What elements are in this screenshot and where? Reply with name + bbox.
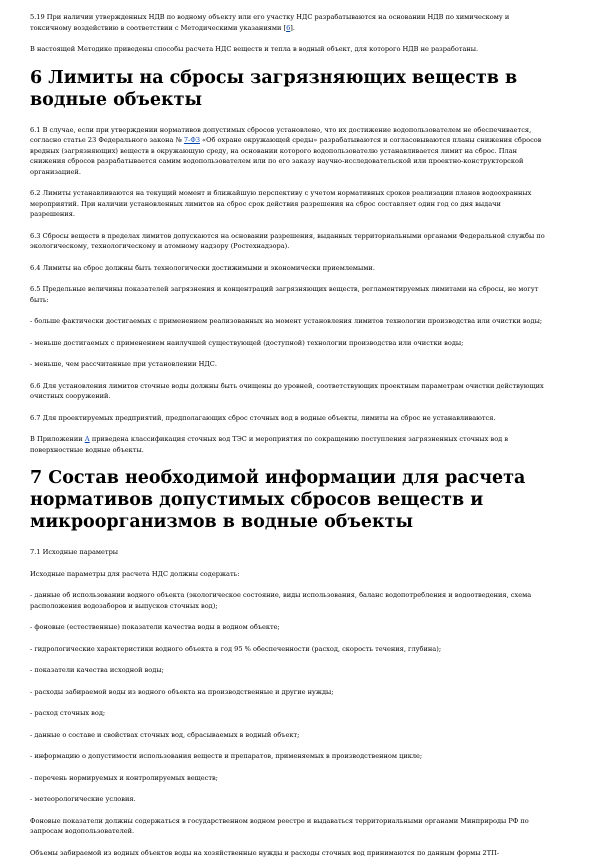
reference-link[interactable]: А: [85, 435, 90, 443]
paragraph: Исходные параметры для расчета НДС должны содержать:: [30, 569, 547, 580]
paragraph: - перечень нормируемых и контролируемых веществ;: [30, 773, 547, 784]
paragraph: - информацию о допустимости использования веществ и препаратов, применяемых в производственном цикле;: [30, 751, 547, 762]
paragraph: - больше фактически достигаемых с применением реализованных на момент установления лимитов технологии производства или очистки воды;: [30, 316, 547, 327]
paragraph: 6.5 Предельные величины показателей загрязнения и концентраций загрязняющих веществ, регламентируемых лимитами на сбросы, не могут быть:: [30, 284, 547, 305]
section-heading: 7 Состав необходимой информации для расчета нормативов допустимых сбросов веществ и микроорганизмов в водные объекты: [30, 467, 547, 533]
paragraph: - меньше, чем рассчитанные при установлении НДС.: [30, 359, 547, 370]
paragraph: 6.4 Лимиты на сброс должны быть технологически достижимыми и экономически приемлемыми.: [30, 263, 547, 274]
paragraph: - расходы забираемой воды из водного объекта на производственные и другие нужды;: [30, 687, 547, 698]
paragraph: 6.6 Для установления лимитов сточные воды должны быть очищены до уровней, соответствующих проектным параметрам очистки действующих очистных сооружений.: [30, 381, 547, 402]
paragraph: [30, 125, 547, 178]
paragraph: 6.2 Лимиты устанавливаются на текущий момент и ближайшую перспективу с учетом нормативных сроков реализации планов водоохранных мероприятий. При наличии установленных лимитов на сброс срок действия разрешения на сброс составляет один год со дня выдачи разрешения.: [30, 188, 547, 220]
text-run: 6.1 В случае, если при утверждении нормативов допустимых сбросов установлено, что их достижение водопользователем не обеспечивается, согласно статье 23 Федерального закона №: [30, 126, 531, 145]
text-run: приведена классификация сточных вод ТЭС и мероприятия по сокращению поступления загрязненных сточных вод в поверхностные водные объекты.: [30, 435, 508, 454]
paragraph: - данные о составе и свойствах сточных вод, сбрасываемых в водный объект;: [30, 730, 547, 741]
paragraph: - расход сточных вод;: [30, 708, 547, 719]
reference-link[interactable]: 7-ФЗ: [184, 136, 200, 144]
paragraph: - данные об использовании водного объекта (экологическое состояние, виды использования, баланс водопотребления и водоотведения, схема расположения водозаборов и выпусков сточных вод);: [30, 590, 547, 611]
paragraph: - метеорологические условия.: [30, 794, 547, 805]
paragraph: [30, 434, 547, 455]
paragraph: - гидрологические характеристики водного объекта в год 95 % обеспеченности (расход, скорость течения, глубина);: [30, 644, 547, 655]
text-run: ].: [290, 24, 295, 32]
text-run: 5.19 При наличии утвержденных НДВ по водному объекту или его участку НДС разрабатываются на основании НДВ по химическому и токсичному воздействию в соответствии с Методическими указаниями [: [30, 13, 509, 32]
paragraph: Фоновые показатели должны содержаться в государственном водном реестре и выдаваться территориальными органами Минприроды РФ по запросам водопользователей.: [30, 816, 547, 837]
paragraph: - показатели качества исходной воды;: [30, 665, 547, 676]
paragraph: - фоновые (естественные) показатели качества воды в водном объекте;: [30, 622, 547, 633]
section-heading: 6 Лимиты на сбросы загрязняющих веществ в водные объекты: [30, 67, 547, 111]
text-run: «Об охране окружающей среды» разрабатываются и согласовываются планы снижения сбросов вредных (загрязняющих) веществ в окружающую среду, на основании которого водопользователю устанавливается лимит на сброс. План снижения сбросов разрабатывается самим водопользователем или по его заказу научно-исследовательской или проектно-конструкторской организацией.: [30, 136, 541, 176]
paragraph: [30, 12, 547, 33]
paragraph: В настоящей Методике приведены способы расчета НДС веществ и тепла в водный объект, для которого НДВ не разработаны.: [30, 44, 547, 55]
paragraph: 7.1 Исходные параметры: [30, 547, 547, 558]
paragraph: Объемы забираемой из водных объектов воды на хозяйственные нужды и расходы сточных вод принимаются по данным формы 2ТП-: [30, 848, 547, 858]
paragraph: - меньше достигаемых с применением наилучшей существующей (доступной) технологии производства или очистки воды;: [30, 338, 547, 349]
paragraph: 6.3 Сбросы веществ в пределах лимитов допускаются на основании разрешения, выданных территориальными органами Федеральной службы по экологическому, технологическому и атомному надзору (Ростехнадзора).: [30, 231, 547, 252]
reference-link[interactable]: 6: [286, 24, 290, 32]
text-run: В Приложении: [30, 435, 85, 443]
paragraph: 6.7 Для проектируемых предприятий, предполагающих сброс сточных вод в водные объекты, лимиты на сброс не устанавливаются.: [30, 413, 547, 424]
